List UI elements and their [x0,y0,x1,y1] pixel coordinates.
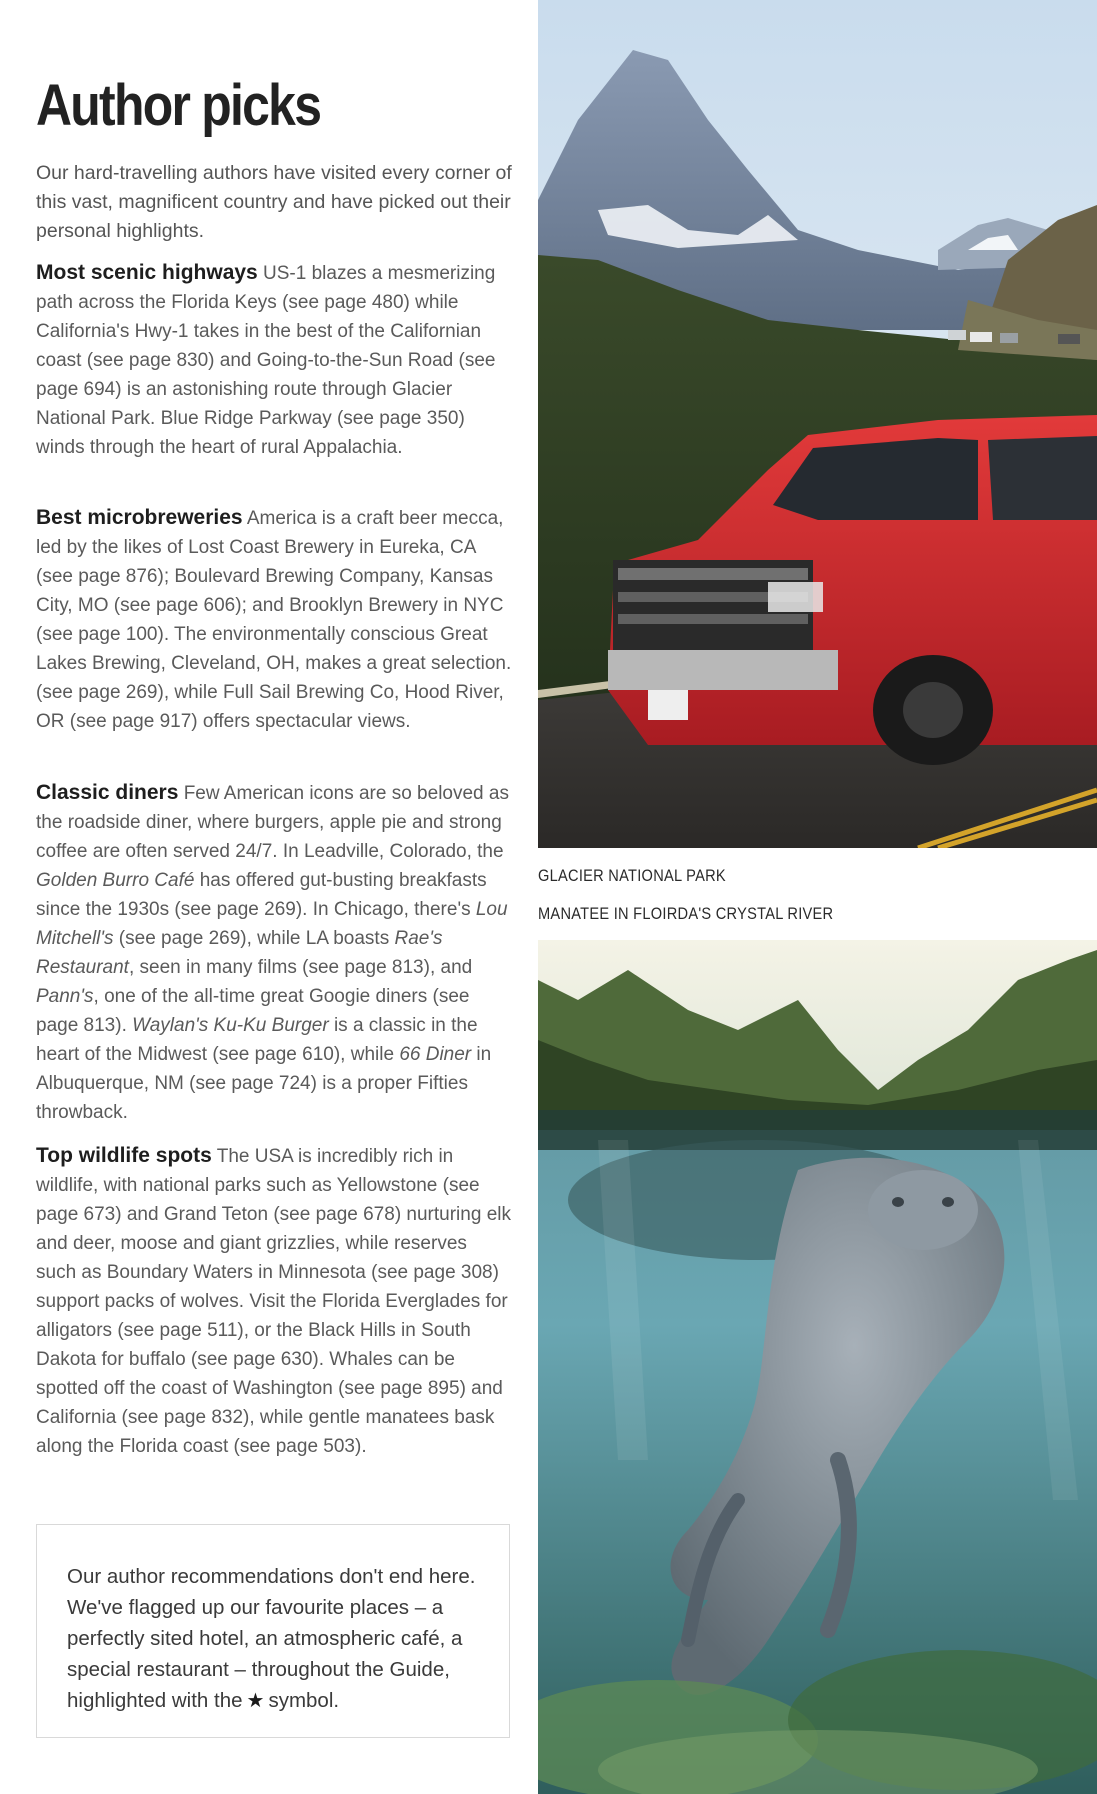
section-microbreweries [36,503,512,736]
recommendation-text-before: Our author recommendations don't end here. We've flagged up our favourite places – a perfectly sited hotel, an atmospheric café, a special restaurant – throughout the Guide, highlighted with the [67,1565,476,1712]
photo-caption-manatee: MANATEE IN FLOIRDA'S CRYSTAL RIVER [538,904,834,923]
section-text-part: , seen in many films (see page 813), and [128,957,473,978]
section-text: The USA is incredibly rich in wildlife, with national parks such as Yellowstone (see page 673) and Grand Teton (see page 678) nurturing elk and deer, moose and giant grizzlies, while reserves such as Boundary Waters in Minnesota (see page 308) support packs of wolves. Visit the Florida Everglades for alligators (see page 511), or the Black Hills in South Dakota for buffalo (see page 630). Whales can be spotted off the coast of Washington (see page 895) and California (see page 832), while gentle manatees bask along the Florida coast (see page 503). [36,1146,511,1457]
section-text: US-1 blazes a mesmerizing path across the Florida Keys (see page 480) while California's Hwy-1 takes in the best of the Californian coast (see page 830) and Going-to-the-Sun Road (see page 694) is an astonishing route through Glacier National Park. Blue Ridge Parkway (see page 350) winds through the heart of rural Appalachia. [36,263,496,458]
section-text: America is a craft beer mecca, led by the likes of Lost Coast Brewery in Eureka, CA (see page 876); Boulevard Brewing Company, Kansas City, MO (see page 606); and Brooklyn Brewery in NYC (see page 100). The environmentally conscious Great Lakes Brewing, Cleveland, OH, makes a great selection. (see page 269), while Full Sail Brewing Co, Hood River, OR (see page 917) offers spectacular views. [36,508,512,732]
intro-paragraph: Our hard-travelling authors have visited every corner of this vast, magnificent country and have picked out their personal highlights. [36,162,512,242]
section-heading: Classic diners [36,781,179,804]
section-text-part: (see page 269), while LA boasts [113,928,395,949]
glacier-road-photo [538,0,1097,848]
manatee-underwater-photo [538,940,1097,1794]
diner-name: Golden Burro Café [36,870,195,891]
section-text-part: is a classic in the heart of the Midwest (see page 610), while [36,1015,478,1065]
diner-name: Waylan's Ku-Ku Burger [132,1015,329,1036]
diner-name: Pann's [36,986,94,1007]
section-heading: Top wildlife spots [36,1144,212,1167]
section-heading: Most scenic highways [36,261,258,284]
diner-name: 66 Diner [399,1044,472,1065]
photo-caption-glacier: GLACIER NATIONAL PARK [538,866,726,885]
section-heading: Best microbreweries [36,506,243,529]
page-title: Author picks [36,73,321,138]
section-text-part: , one of the all-time great Googie diners (see page 813). [36,986,470,1036]
recommendation-text [67,1561,487,1717]
section-text-part: has offered gut-busting breakfasts since the 1930s (see page 269). In Chicago, there's [36,870,487,920]
section-scenic-highways [36,258,512,462]
recommendation-text-after: symbol. [268,1689,340,1712]
recommendation-box [36,1524,510,1738]
diner-name: Rae's Restaurant [36,928,443,978]
section-text-part: in Albuquerque, NM (see page 724) is a proper Fifties throwback. [36,1044,492,1123]
star-icon: ★ [246,1690,265,1712]
diner-name: Lou Mitchell's [36,899,508,949]
section-text-part: Few American icons are so beloved as the roadside diner, where burgers, apple pie and strong coffee are often served 24/7. In Leadville, Colorado, the [36,783,509,862]
section-wildlife-spots [36,1141,512,1461]
section-classic-diners [36,778,512,1127]
